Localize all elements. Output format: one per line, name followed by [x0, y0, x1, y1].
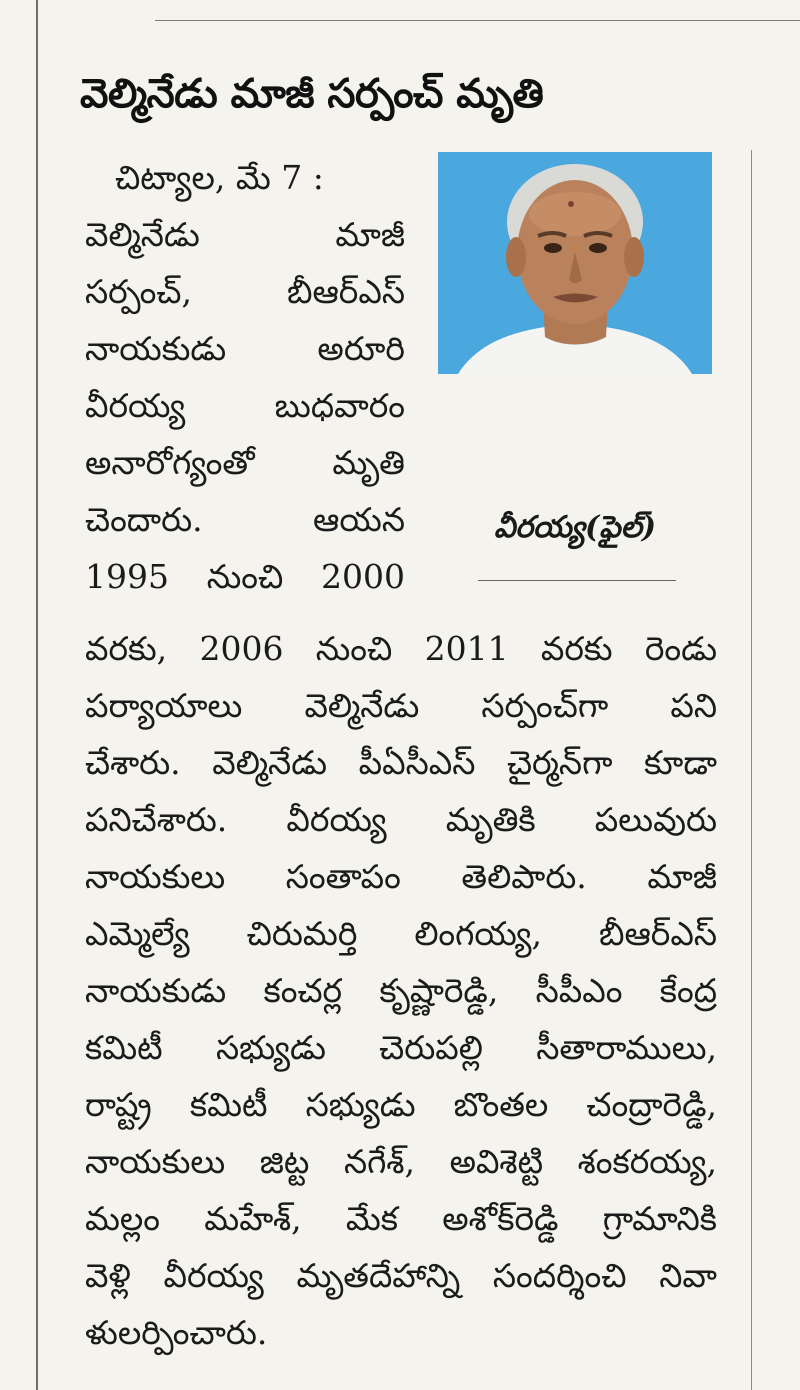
body-line: చేశారు. వెల్మినేడు పీఏసీఎస్ చైర్మన్‌గా కూడా [85, 743, 717, 782]
body-line: వరకు, 2006 నుంచి 2011 వరకు రెండు [85, 629, 717, 668]
left-column-rule [36, 0, 38, 1390]
article-headline: వెల్మినేడు మాజీ సర్పంచ్ మృతి [80, 71, 544, 117]
narrow-line: నాయకుడు అరూరి [85, 329, 405, 368]
photo-caption: వీరయ్య(ఫైల్) [493, 510, 657, 545]
right-column-rule [751, 150, 752, 1390]
body-line: నాయకులు జిట్ట నగేశ్, అవిశెట్టి శంకరయ్య, [85, 1142, 717, 1181]
portrait-image [438, 152, 712, 374]
portrait-photo [438, 152, 712, 374]
body-line: వెళ్లి వీరయ్య మృతదేహాన్ని సందర్శించి నివా [85, 1256, 717, 1295]
body-line: నాయకులు సంతాపం తెలిపారు. మాజీ [85, 857, 717, 896]
body-line: రాష్ట్ర కమిటీ సభ్యుడు బొంతల చంద్రారెడ్డి, [85, 1085, 717, 1124]
caption-divider [478, 580, 676, 581]
body-line: ఎమ్మెల్యే చిరుమర్తి లింగయ్య, బీఆర్ఎస్ [85, 914, 717, 953]
narrow-line: సర్పంచ్, బీఆర్ఎస్ [85, 272, 405, 311]
narrow-line: వీరయ్య బుధవారం [85, 386, 405, 425]
body-line: కమిటీ సభ్యుడు చెరుపల్లి సీతారాములు, [85, 1028, 717, 1067]
body-line: పనిచేశారు. వీరయ్య మృతికి పలువురు [85, 800, 717, 839]
narrow-line: అనారోగ్యంతో మృతి [85, 443, 405, 482]
top-divider [155, 20, 800, 21]
body-line: పర్యాయాలు వెల్మినేడు సర్పంచ్‌గా పని [85, 686, 717, 725]
body-line: నాయకుడు కంచర్ల కృష్ణారెడ్డి, సీపీఎం కేంద్ర [85, 971, 717, 1010]
narrow-line: వెల్మినేడు మాజీ [85, 215, 405, 254]
narrow-line: చిట్యాల, మే 7 : [115, 158, 324, 197]
body-line-last: ళులర్పించారు. [85, 1313, 268, 1352]
narrow-line: 1995 నుంచి 2000 [85, 557, 405, 596]
narrow-line: చెందారు. ఆయన [85, 500, 405, 539]
body-line: మల్లం మహేశ్, మేక అశోక్‌రెడ్డి గ్రామానికి [85, 1199, 717, 1238]
